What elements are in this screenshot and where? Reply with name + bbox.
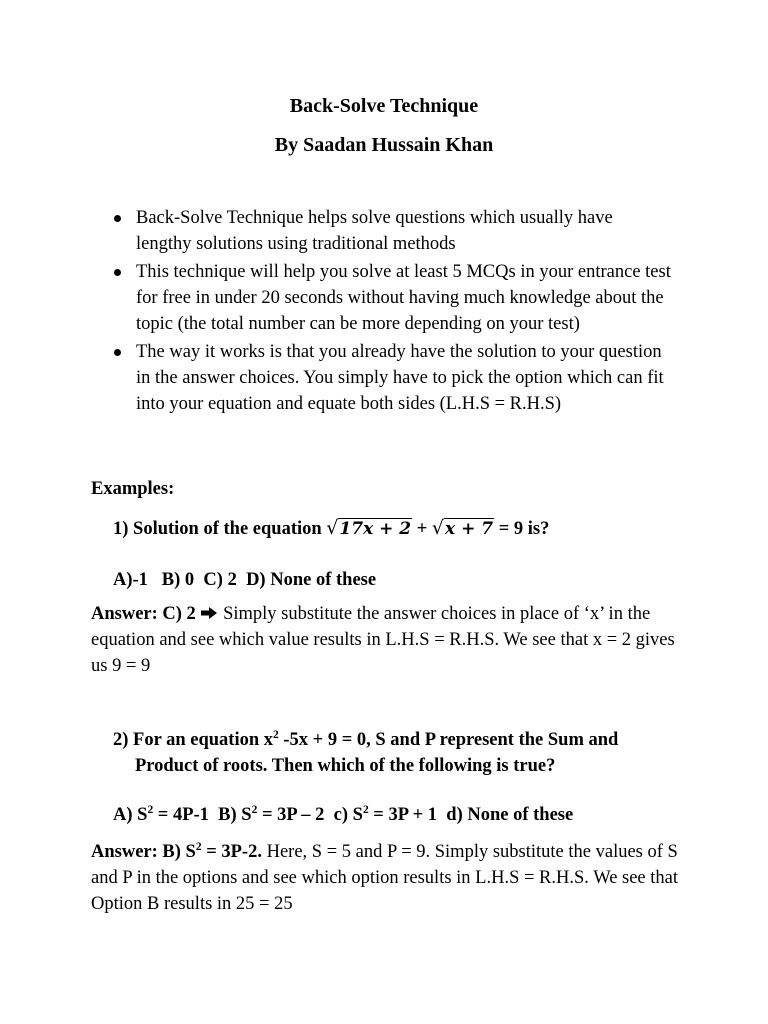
question-2-line-2: Product of roots. Then which of the following is true? (135, 756, 556, 776)
question-1 (113, 515, 549, 542)
answer-2-label: Answer: B) S (91, 842, 196, 862)
sqrt-symbol: √ (326, 517, 339, 539)
sqrt-symbol: √ (431, 517, 445, 539)
answer-1-label: Answer: C) 2 (91, 604, 196, 624)
radicand-1: 17x + 2 (339, 519, 412, 539)
question-1-suffix: = 9 is? (498, 519, 550, 539)
document-title: Back-Solve Technique (289, 95, 479, 117)
question-2-options (113, 802, 573, 828)
option-text: A) S (113, 805, 148, 825)
document-author: By Saadan Hussain Khan (274, 134, 494, 156)
answer-2-text: Here, S = 5 and P = 9. Simply substitute the values of S and P in the options and see which option results in L.H.S = R.H.S. We see that Option B results in 25 = 25 (91, 842, 679, 914)
superscript: 2 (251, 804, 258, 817)
answer-1 (91, 601, 681, 679)
plus-sign: + (416, 519, 428, 539)
superscript: 2 (195, 841, 202, 854)
question-2-line-1 (113, 727, 618, 753)
bullet-item: The way it works is that you already have the solution to your question in the answer choices. You simply have to pick the option which can fit into your equation and equate both sides (L.H.S = R.H.S) (112, 339, 672, 417)
answer-2-label-rest: = 3P-2. (201, 842, 262, 862)
answer-2 (91, 839, 681, 917)
question-2-text: 2) For an equation x (113, 730, 274, 750)
arrow-right-icon (200, 601, 218, 627)
radicand-2: x + 7 (445, 519, 494, 539)
bullet-item: Back-Solve Technique helps solve questions which usually have lengthy solutions using traditional methods (112, 205, 672, 257)
question-1-prefix: 1) Solution of the equation (113, 519, 322, 539)
bullet-item: This technique will help you solve at least 5 MCQs in your entrance test for free in under 20 seconds without having much knowledge about the topic (the total number can be more depending on your test) (112, 259, 672, 337)
option-text: = 4P-1 B) S (153, 805, 252, 825)
question-2-text: -5x + 9 = 0, S and P represent the Sum and (278, 730, 619, 750)
superscript: 2 (147, 804, 154, 817)
superscript: 2 (273, 729, 279, 742)
examples-heading: Examples: (91, 479, 175, 499)
option-text: = 3P – 2 c) S (257, 805, 363, 825)
intro-bullet-list (112, 205, 672, 419)
option-text: = 3P + 1 d) None of these (368, 805, 574, 825)
superscript: 2 (362, 804, 369, 817)
question-1-options: A)-1 B) 0 C) 2 D) None of these (113, 570, 377, 590)
answer-1-text: Simply substitute the answer choices in place of ‘x’ in the equation and see which value results in L.H.S = R.H.S. We see that x = 2 gives us 9 = 9 (91, 604, 675, 676)
